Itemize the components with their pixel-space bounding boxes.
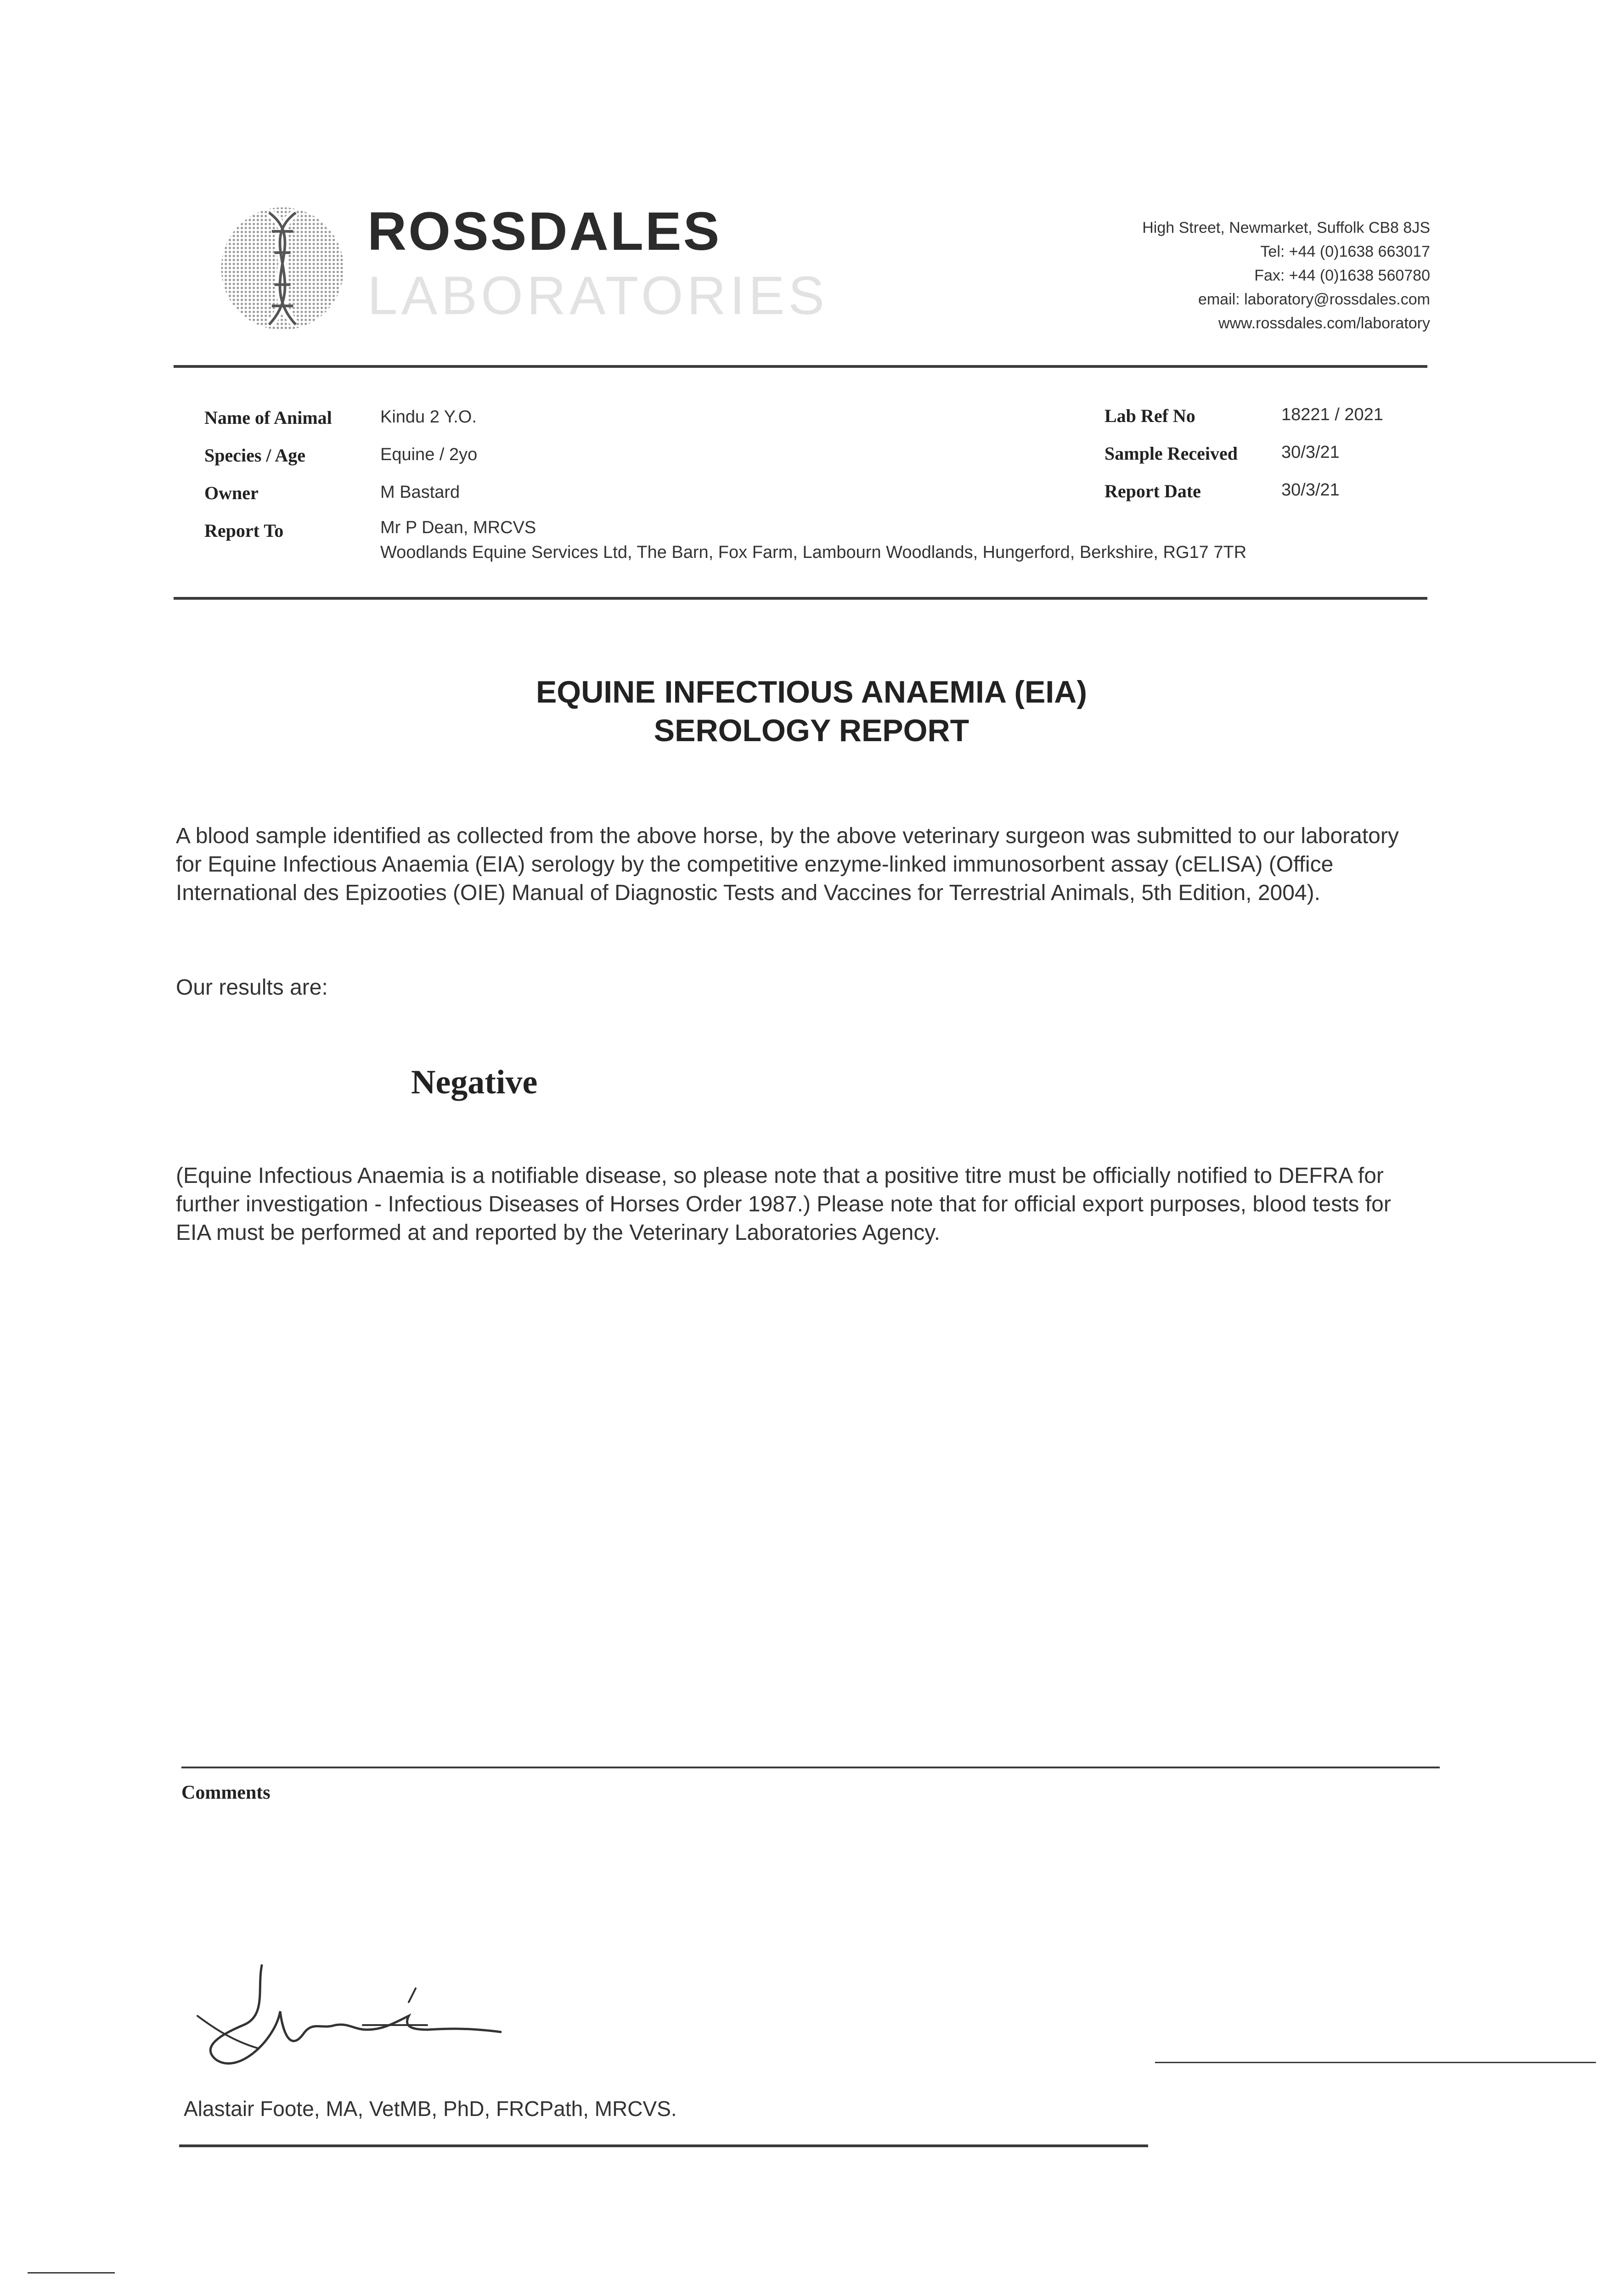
- name-of-animal-label: Name of Animal: [204, 407, 332, 428]
- owner-label: Owner: [204, 483, 259, 503]
- brand-subtitle: LABORATORIES: [367, 265, 828, 326]
- comments-label: Comments: [181, 1782, 270, 1803]
- sample-received-label: Sample Received: [1105, 443, 1238, 464]
- comments-divider: [181, 1767, 1440, 1768]
- lab-address: [1142, 216, 1430, 335]
- species-age-value: Equine / 2yo: [380, 445, 478, 464]
- name-of-animal-value: Kindu 2 Y.O.: [380, 407, 477, 427]
- notifiable-note: (Equine Infectious Anaemia is a notifiable disease, so please note that a positive titre must be officially notified to DEFRA for further investigation - Infectious Diseases of Horses Order 1987.) Please note that for official export purposes, blood tests for EIA must be performed at and reported by the Veterinary Laboratories Agency.: [176, 1164, 1391, 1245]
- intro-paragraph: A blood sample identified as collected from the above horse, by the above veterinary surgeon was submitted to our laboratory for Equine Infectious Anaemia (EIA) serology by the competitive enzyme-linked immunosorbent assay (cELISA) (Office International des Epizooties (OIE) Manual of Diagnostic Tests and Vaccines for Terrestrial Animals, 5th Edition, 2004).: [176, 824, 1399, 905]
- report-to-label: Report To: [204, 520, 284, 541]
- report-to-address: Woodlands Equine Services Ltd, The Barn, Fox Farm, Lambourn Woodlands, Hungerford, Berkshire, RG17 7TR: [380, 543, 1247, 562]
- report-title-line1: EQUINE INFECTIOUS ANAEMIA (EIA): [535, 675, 1088, 709]
- report-date-value: 30/3/21: [1281, 480, 1340, 500]
- brand-name: ROSSDALES: [367, 201, 721, 262]
- species-age-label: Species / Age: [204, 445, 305, 466]
- details-divider: [174, 597, 1427, 600]
- address-street: High Street, Newmarket, Suffolk CB8 8JS: [1142, 219, 1430, 236]
- header-divider: [174, 365, 1427, 368]
- report-title: [0, 673, 1623, 750]
- sample-received-value: 30/3/21: [1281, 443, 1340, 462]
- lab-ref-label: Lab Ref No: [1105, 405, 1195, 426]
- results-lead: Our results are:: [176, 975, 328, 1000]
- lab-ref-value: 18221 / 2021: [1281, 405, 1383, 424]
- test-result: Negative: [411, 1064, 538, 1101]
- signatory-name: Alastair Foote, MA, VetMB, PhD, FRCPath, MRCVS.: [184, 2097, 677, 2121]
- signature-image: [188, 1961, 519, 2085]
- owner-value: M Bastard: [380, 483, 460, 502]
- address-website: www.rossdales.com/laboratory: [1218, 315, 1430, 332]
- rossdales-logo-icon: [216, 202, 349, 335]
- address-email: email: laboratory@rossdales.com: [1198, 291, 1430, 308]
- address-tel: Tel: +44 (0)1638 663017: [1260, 243, 1430, 260]
- footer-divider: [179, 2144, 1148, 2147]
- signature-line: [1155, 2062, 1596, 2063]
- address-fax: Fax: +44 (0)1638 560780: [1254, 267, 1430, 284]
- report-title-line2: SEROLOGY REPORT: [654, 713, 969, 748]
- report-date-label: Report Date: [1105, 481, 1201, 501]
- report-to-name: Mr P Dean, MRCVS: [380, 518, 536, 537]
- page-edge-mark: [28, 2272, 115, 2273]
